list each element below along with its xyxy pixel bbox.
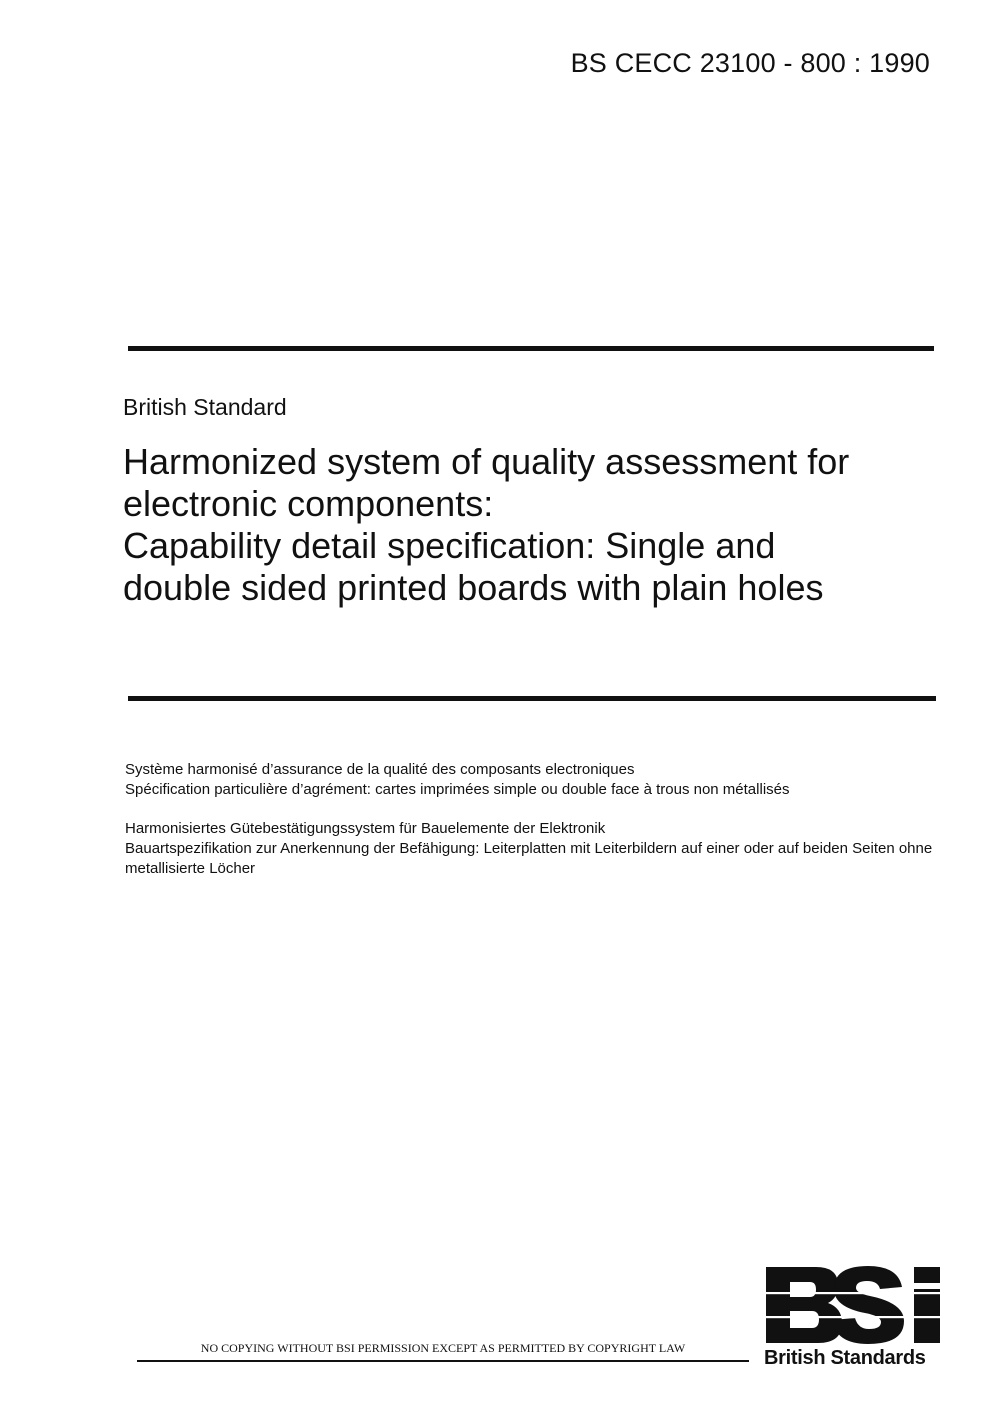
german-title [125, 819, 945, 879]
middle-divider [128, 696, 936, 701]
bsi-logo [764, 1265, 946, 1370]
copyright-notice: NO COPYING WITHOUT BSI PERMISSION EXCEPT AS PERMITTED BY COPYRIGHT LAW [137, 1341, 749, 1362]
standard-number: BS CECC 23100 - 800 : 1990 [570, 48, 930, 78]
german-title-line: Harmonisiertes Gütebestätigungssystem für Bauelemente der Elektronik [125, 820, 606, 837]
title-line: Capability detail specification: Single and [123, 525, 776, 566]
document-type-label: British Standard [123, 394, 287, 420]
title-line: double sided printed boards with plain holes [123, 567, 824, 608]
german-title-line: Bauartspezifikation zur Anerkennung der Befähigung: Leiterplatten mit Leiterbildern auf einer oder auf beiden Seiten ohne metallisierte Löcher [125, 840, 933, 877]
document-title [123, 441, 953, 609]
bsi-logo-text: British Standards [764, 1347, 926, 1369]
title-line: electronic components: [123, 483, 494, 524]
title-line: Harmonized system of quality assessment for [123, 441, 850, 482]
french-title-line: Spécification particulière d’agrément: cartes imprimées simple ou double face à trous non métallisés [125, 781, 790, 798]
bsi-logo-mark-icon [764, 1265, 944, 1345]
french-title-line: Système harmonisé d’assurance de la qualité des composants electroniques [125, 761, 635, 778]
top-divider [128, 346, 934, 351]
french-title [125, 760, 945, 800]
